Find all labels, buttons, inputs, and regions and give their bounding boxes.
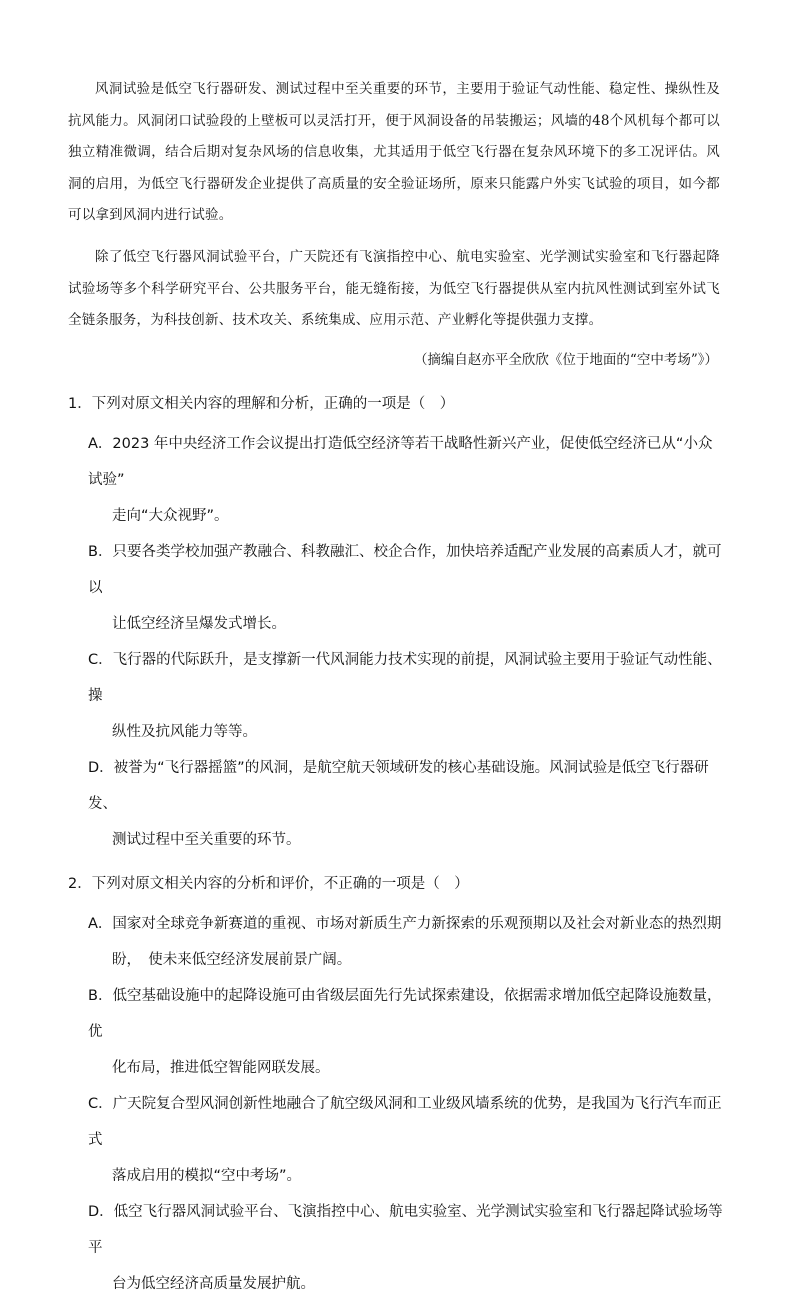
option-text-line2: 走向“大众视野”。 xyxy=(112,508,229,524)
option-b xyxy=(68,534,724,642)
reading-passage xyxy=(68,74,720,337)
option-text-line2: 落成启用的模拟“空中考场”。 xyxy=(112,1168,302,1184)
question-stem: 1．下列对原文相关内容的理解和分析，正确的一项是（ ） xyxy=(68,396,455,412)
option-text-line1: A．2023 年中央经济工作会议提出打造低空经济等若干战略性新兴产业，促使低空经济已从“小众试验” xyxy=(88,436,713,488)
option-text-line2: 让低空经济呈爆发式增长。 xyxy=(112,616,286,632)
option-a xyxy=(68,426,724,534)
option-text-line2: 化布局，推进低空智能网联发展。 xyxy=(112,1060,330,1076)
option-text-line1: B．只要各类学校加强产教融合、科教融汇、校企合作，加快培养适配产业发展的高素质人才，就可以 xyxy=(88,544,722,596)
passage-source: （摘编自赵亦平全欣欣《位于地面的“空中考场”》） xyxy=(413,352,718,368)
option-b xyxy=(68,978,724,1086)
option-text-line1: B．低空基础设施中的起降设施可由省级层面先行先试探索建设，依据需求增加低空起降设施数量，优 xyxy=(88,988,722,1040)
passage-paragraph-2: 除了低空飞行器风洞试验平台，广天院还有飞演指控中心、航电实验室、光学测试实验室和飞行器起降试验场等多个科学研究平台、公共服务平台，能无缝衔接，为低空飞行器提供从室内抗风性测试到室外试飞全链条服务，为科技创新、技术攻关、系统集成、应用示范、产业孵化等提供强力支撑。 xyxy=(68,248,720,329)
option-c xyxy=(68,642,724,750)
option-text-line1: C．飞行器的代际跃升，是支撑新一代风洞能力技术实现的前提，风洞试验主要用于验证气动性能、操 xyxy=(88,652,722,704)
option-text-line1: D．低空飞行器风洞试验平台、飞演指控中心、航电实验室、光学测试实验室和飞行器起降试验场等平 xyxy=(88,1204,723,1256)
option-text-line2: 盼， 使未来低空经济发展前景广阔。 xyxy=(112,952,352,968)
question-2 xyxy=(68,869,724,1302)
option-text-line2: 台为低空经济高质量发展护航。 xyxy=(112,1276,315,1292)
question-stem: 2．下列对原文相关内容的分析和评价，不正确的一项是（ ） xyxy=(68,876,469,892)
option-d xyxy=(68,750,724,858)
option-c xyxy=(68,1086,724,1194)
question-list xyxy=(68,389,724,1302)
option-d xyxy=(68,1194,724,1302)
question-1 xyxy=(68,389,724,858)
option-text-line2: 测试过程中至关重要的环节。 xyxy=(112,832,301,848)
option-text-line1: C．广天院复合型风洞创新性地融合了航空级风洞和工业级风墙系统的优势，是我国为飞行汽车而正式 xyxy=(88,1096,722,1148)
option-a xyxy=(68,906,724,978)
option-text-line1: A．国家对全球竞争新赛道的重视、市场对新质生产力新探索的乐观预期以及社会对新业态的热烈期 xyxy=(88,916,722,932)
option-text-line1: D．被誉为“飞行器摇篮”的风洞，是航空航天领域研发的核心基础设施。风洞试验是低空飞行器研发、 xyxy=(88,760,709,812)
option-text-line2: 纵性及抗风能力等等。 xyxy=(112,724,257,740)
passage-paragraph-1: 风洞试验是低空飞行器研发、测试过程中至关重要的环节，主要用于验证气动性能、稳定性、操纵性及抗风能力。风洞闭口试验段的上壁板可以灵活打开，便于风洞设备的吊装搬运；风墙的48个风机每个都可以独立精准微调，结合后期对复杂风场的信息收集，尤其适用于低空飞行器在复杂风环境下的多工况评估。风洞的启用，为低空飞行器研发企业提供了高质量的安全验证场所，原来只能露户外实飞试验的项目，如今都可以拿到风洞内进行试验。 xyxy=(68,81,720,224)
